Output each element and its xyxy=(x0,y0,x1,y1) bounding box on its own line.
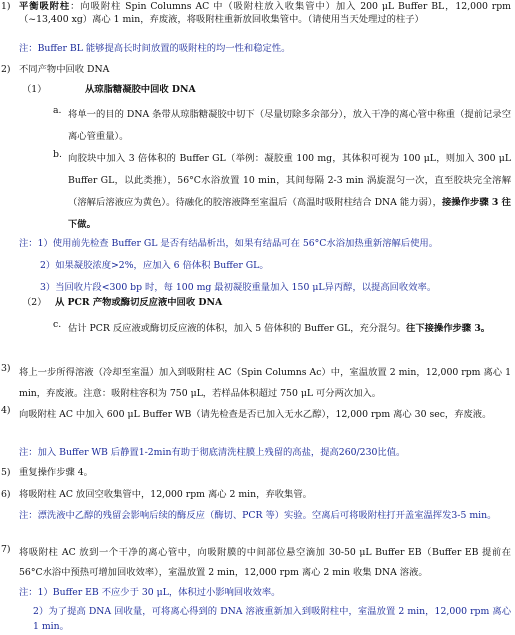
item-letter: c. xyxy=(53,319,62,330)
item-letter: b. xyxy=(53,149,62,160)
item-text: 估计 PCR 反应液或酶切反应液的体积，加入 5 倍体积的 Buffer GL，充分混匀。 xyxy=(68,323,407,334)
substep-title: 从琼脂糖凝胶中回收 DNA xyxy=(85,84,196,95)
step-text: 将上一步所得溶液（冷却至室温）加入到吸附柱 AC（Spin Columns Ac）中，室温放置 2 min，12,000 rpm 离心 1 min，弃废液。注意：吸附柱容积为 750 μL，若样品体积超过 750 μL 可分两次加入。 xyxy=(19,367,511,399)
item-emphasis: 往下接操作步骤 3。 xyxy=(406,323,491,334)
protocol-document: 1) 平衡吸附柱：向吸附柱 Spin Columns AC 中（吸附柱放入收集管中）加入 200 μL Buffer BL，12,000 rpm（~13,400 xg）离心 1 min，弃废液，将吸附柱重新放回收集管中。（请使用当天处理过的柱子） 注：Buffer BL 能够提高长时间放置的吸附柱的均一性和稳定性。 2) 不同产物中回收 DNA （1） 从琼脂糖凝胶中回收 DNA a. 将单一的目的 DNA 条带从琼脂糖凝胶中切下（尽量切除多余部分），放入干净的离心管中称重（提前记录空离心管重量）。 b. 向胶块中加入 3 倍体积的 Buffer GL（举例：凝胶重 100 mg，其体积可视为 100 μL，则加入 300 μL Buffer GL，以此类推），56°C水浴放置 10 min，其间每隔 2-3 min 涡旋混匀一次，直至胶块完全溶解（溶解后溶液应为黄色）。待融化的胶溶液降至室温后（高温时吸附柱结合 DNA 能力弱），接操作步骤 3 往下做。 注：1）使用前先检查 Buffer GL 是否有结晶析出，如果有结晶可在 56°C水浴加热重新溶解后使用。 2）如果凝胶浓度>2%，应加入 6 倍体积 Buffer GL。 3）当回收片段<300 bp 时，每 100 mg 最初凝胶重量加入 150 μL异丙醇，以提高回收效率。 （2） 从 PCR 产物或酶切反应液中回收 DNA c. 估计 PCR 反应液或酶切反应液的体积，加入 5 倍体积的 Buffer GL，充分混匀。往下接操作步骤 3。 3) 将上一步所得溶液（冷却至室温）加入到吸附柱 AC（Spin Columns Ac）中，室温放置 2 min，12,000 rpm 离心 1 min，弃废液。注意：吸附柱容积为 750 μL，若样品体积超过 750 μL 可分两次加入。 4) 向吸附柱 AC 中加入 600 μL Buffer WB（请先检查是否已加入无水乙醇），12,000 rpm 离心 30 sec，弃废液。 注：加入 Buffer WB 后静置1-2min有助于彻底清洗柱膜上残留的高盐，提高260/230比值。 5) 重复操作步骤 4。 6) 将吸附柱 AC 放回空收集管中，12,000 rpm 离心 2 min，弃收集管。 注：漂洗液中乙醇的残留会影响后续的酶反应（酶切、PCR 等）实验。空离后可将吸附柱打开盖室温挥发3-5 min。 7) 将吸附柱 AC 放到一个干净的离心管中，向吸附膜的中间部位悬空滴加 30-50 μL Buffer EB（Buffer EB 提前在 56°C水浴中预热可增加回收效率），室温放置 2 min，12,000 rpm 离心 2 min 收集 DNA 溶液。 注：1）Buffer EB 不应少于 30 μL，体积过小影响回收效率。 2）为了提高 DNA 回收量，可将离心得到的 DNA 溶液重新加入到吸附柱中，室温放置 2 min，12,000 rpm 离心 1 min。 xyxy=(1,1,511,632)
step-text: 不同产物中回收 DNA xyxy=(19,64,110,75)
step-text: 向吸附柱 AC 中加入 600 μL Buffer WB（请先检查是否已加入无水乙醇），12,000 rpm 离心 30 sec，弃废液。 xyxy=(19,409,492,420)
step-number: 1) xyxy=(1,1,11,12)
substep-number: （2） xyxy=(22,297,47,308)
note-line: 2）如果凝胶浓度>2%，应加入 6 倍体积 Buffer GL。 xyxy=(40,260,269,271)
item-letter: a. xyxy=(53,105,62,116)
step-title: 平衡吸附柱 xyxy=(19,1,71,12)
step-number: 4) xyxy=(1,405,11,416)
substep-title: 从 PCR 产物或酶切反应液中回收 DNA xyxy=(55,297,223,308)
step-number: 5) xyxy=(1,467,11,478)
item-text: 向胶块中加入 3 倍体积的 Buffer GL（举例：凝胶重 100 mg，其体积可视为 100 μL，则加入 300 μL Buffer GL，以此类推），56°C水浴放置 10 min，其间每隔 2-3 min 涡旋混匀一次，直至胶块完全溶解（溶解后溶液应为黄色）。待融化的胶溶液降至室温后（高温时吸附柱结合 DNA 能力弱）， xyxy=(68,153,511,208)
note-line: 2）为了提高 DNA 回收量，可将离心得到的 DNA 溶液重新加入到吸附柱中，室温放置 2 min，12,000 rpm 离心 1 min。 xyxy=(33,606,511,632)
step-number: 6) xyxy=(1,489,11,500)
item-text: 将单一的目的 DNA 条带从琼脂糖凝胶中切下（尽量切除多余部分），放入干净的离心管中称重（提前记录空离心管重量）。 xyxy=(68,109,511,142)
note-line: 注：1）使用前先检查 Buffer GL 是否有结晶析出，如果有结晶可在 56°C水浴加热重新溶解后使用。 xyxy=(19,238,438,249)
step-text: 将吸附柱 AC 放到一个干净的离心管中，向吸附膜的中间部位悬空滴加 30-50 μL Buffer EB（Buffer EB 提前在 56°C水浴中预热可增加回收效率），室温放置 2 min，12,000 rpm 离心 2 min 收集 DNA 溶液。 xyxy=(19,547,511,578)
step-number: 3) xyxy=(1,363,11,374)
substep-number: （1） xyxy=(22,84,47,95)
note-line: 3）当回收片段<300 bp 时，每 100 mg 最初凝胶重量加入 150 μL异丙醇，以提高回收效率。 xyxy=(40,282,437,293)
item-emphasis: 接操作步骤 3 往下做。 xyxy=(68,197,511,230)
note-line: 注：1）Buffer EB 不应少于 30 μL，体积过小影响回收效率。 xyxy=(19,587,281,598)
step-text: ：向吸附柱 Spin Columns AC 中（吸附柱放入收集管中）加入 200 μL Buffer BL，12,000 rpm（~13,400 xg）离心 1 min，弃废液，将吸附柱重新放回收集管中。（请使用当天处理过的柱子） xyxy=(19,1,511,25)
step-number: 2) xyxy=(1,64,11,75)
step-text: 重复操作步骤 4。 xyxy=(19,467,93,478)
step-number: 7) xyxy=(1,544,11,555)
step-text: 将吸附柱 AC 放回空收集管中，12,000 rpm 离心 2 min，弃收集管。 xyxy=(19,489,312,500)
